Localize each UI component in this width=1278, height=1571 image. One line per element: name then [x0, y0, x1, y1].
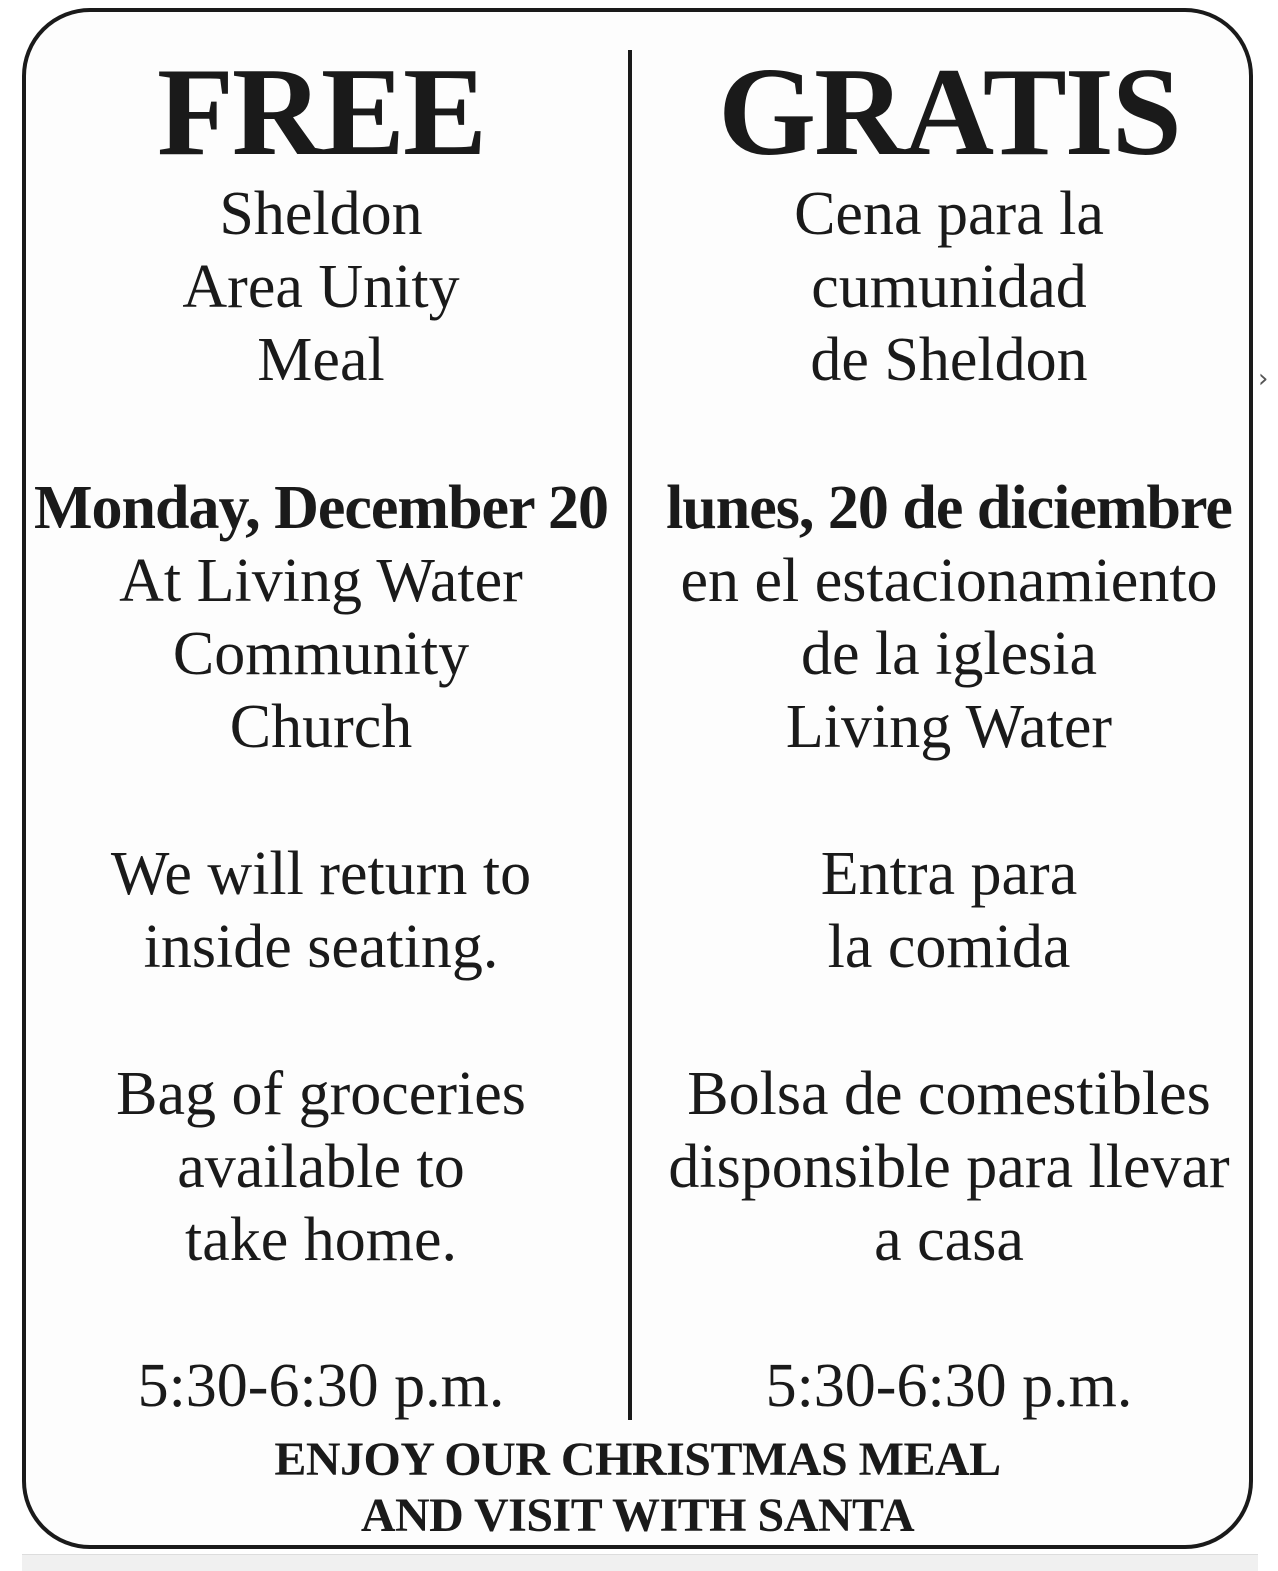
- english-groceries: [26, 1058, 616, 1277]
- english-time: [26, 1350, 616, 1423]
- spanish-location-line: Living Water: [785, 693, 1113, 761]
- english-location-line: Community: [172, 620, 470, 688]
- spanish-seating: [646, 838, 1252, 984]
- spanish-location-line: en el estacionamiento: [680, 547, 1218, 615]
- english-event-line: Meal: [257, 326, 385, 394]
- spanish-seating-line: Entra para: [820, 840, 1078, 908]
- footer-message: [26, 1432, 1249, 1544]
- footer-line: ENJOY OUR CHRISTMAS MEAL: [274, 1433, 1001, 1486]
- english-date: Monday, December 20: [34, 474, 608, 542]
- spanish-groceries-line: Bolsa de comestibles: [687, 1060, 1211, 1128]
- spanish-date: lunes, 20 de diciembre: [666, 474, 1232, 542]
- english-title: FREE: [156, 43, 486, 182]
- english-groceries-line: take home.: [184, 1206, 457, 1274]
- english-seating: [26, 838, 616, 984]
- english-seating-line: inside seating.: [143, 913, 499, 981]
- spanish-event-line: Cena para la: [794, 180, 1104, 248]
- spanish-time: [646, 1350, 1252, 1423]
- english-event-line: Area Unity: [182, 253, 460, 321]
- spanish-seating-line: la comida: [827, 913, 1071, 981]
- footer-line: AND VISIT WITH SANTA: [360, 1489, 915, 1542]
- spanish-title: GRATIS: [718, 43, 1180, 182]
- english-event-name: [26, 178, 616, 397]
- english-time-text: 5:30-6:30 p.m.: [137, 1352, 505, 1420]
- spanish-event-line: cumunidad: [811, 253, 1087, 321]
- column-divider: [628, 50, 632, 1420]
- english-location-line: At Living Water: [119, 547, 523, 615]
- spanish-event-name: [646, 178, 1252, 397]
- spanish-groceries-line: disponsible para llevar: [668, 1133, 1230, 1201]
- bottom-scroll-bar: [22, 1554, 1258, 1571]
- spanish-location-line: de la iglesia: [800, 620, 1098, 688]
- spanish-groceries: [646, 1058, 1252, 1277]
- spanish-event-line: de Sheldon: [810, 326, 1088, 394]
- chevron-right-icon[interactable]: ›: [1258, 364, 1269, 394]
- english-event-line: Sheldon: [219, 180, 423, 248]
- spanish-date-location: [646, 472, 1252, 764]
- spanish-groceries-line: a casa: [874, 1206, 1024, 1274]
- english-groceries-line: Bag of groceries: [116, 1060, 526, 1128]
- spanish-time-text: 5:30-6:30 p.m.: [765, 1352, 1133, 1420]
- english-seating-line: We will return to: [110, 840, 532, 908]
- english-location-line: Church: [229, 693, 413, 761]
- english-groceries-line: available to: [177, 1133, 465, 1201]
- flyer-card: [22, 8, 1253, 1549]
- english-date-location: [26, 472, 616, 764]
